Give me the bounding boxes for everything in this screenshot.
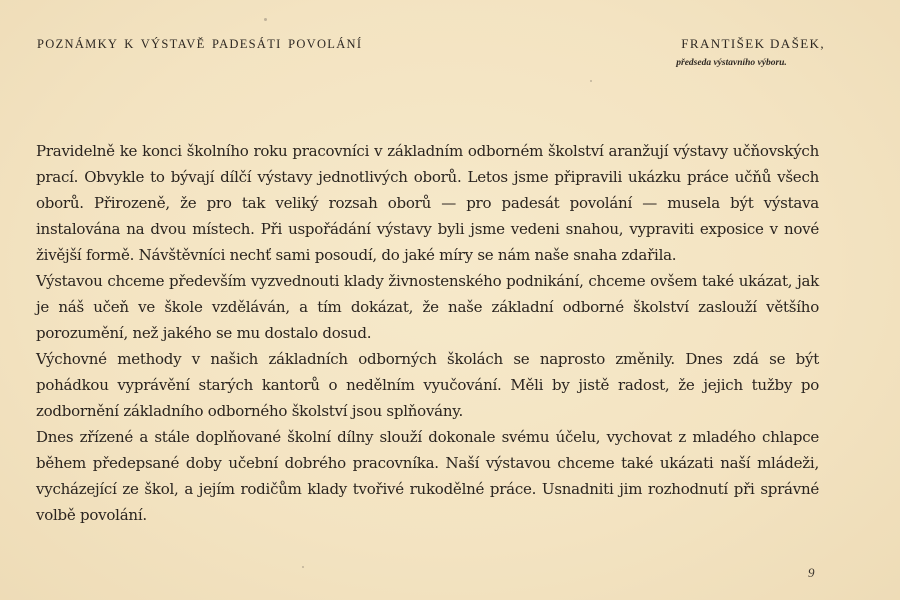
paper-speck: [264, 18, 267, 21]
page-number: 9: [808, 565, 815, 580]
paper-speck: [590, 80, 592, 82]
paragraph-1: Pravidelně ke konci školního roku pracovníci v základním odborném školství aranžují výstavy učňovských prací. Obvykle to bývají dílčí výstavy jednotlivých oborů. Letos jsme připravili ukázku práce učňů všech oborů. Přirozeně, že pro tak veliký rozsah oborů — pro padesát povolání — musela být výstava instalována na dvou místech. Při uspořádání výstavy byli jsme vedeni snahou, vypraviti exposice v nové živější formě. Návštěvníci nechť sami posoudí, do jaké míry se nám naše snaha zdařila.: [36, 142, 819, 264]
body-text: [36, 138, 819, 528]
paragraph-4: Dnes zřízené a stále doplňované školní dílny slouží dokonale svému účelu, vychovat z mladého chlapce během předepsané doby učební dobrého pracovníka. Naší výstavou chceme také ukázati naší mládeži, vycházející ze škol, a jejím rodičům klady tvořivé rukodělné práce. Usnadniti jim rozhodnutí při správné volbě povolání.: [36, 428, 819, 524]
paragraph-3: Výchovné methody v našich základních odborných školách se naprosto změnily. Dnes zdá se být pohádkou vyprávění starých kantorů o nedělním vyučování. Měli by jistě radost, že jejich tužby po zodbornění základního odborného školství jsou splňovány.: [36, 350, 819, 420]
running-title: POZNÁMKY K VÝSTAVĚ PADESÁTI POVOLÁNÍ: [37, 37, 363, 51]
paper-speck: [302, 566, 304, 568]
paragraph-2: Výstavou chceme především vyzvednouti klady živnostenského podnikání, chceme ovšem také ukázat, jak je náš učeň ve škole vzděláván, a tím dokázat, že naše základní odborné školství zaslouží většího porozumění, než jakého se mu dostalo dosud.: [36, 272, 819, 342]
author-block: [676, 36, 825, 68]
author-role: předseda výstavního výboru.: [676, 58, 787, 68]
author-name: FRANTIŠEK DAŠEK,: [681, 36, 825, 51]
